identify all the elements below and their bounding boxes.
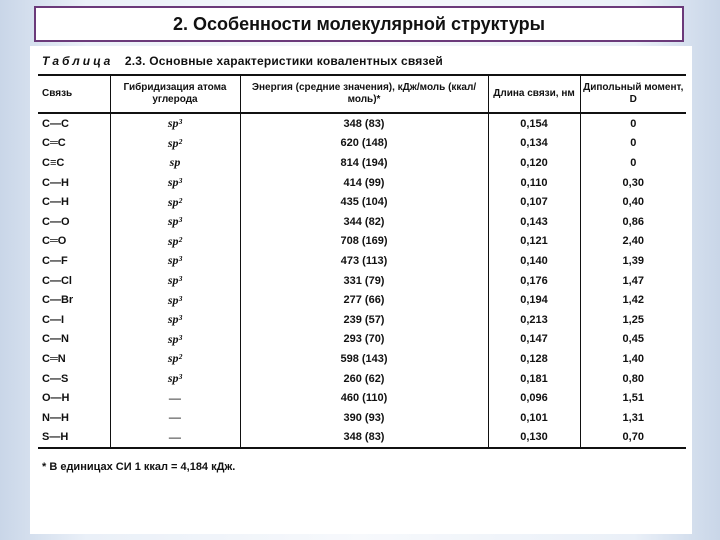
cell-bond: C—F xyxy=(42,254,68,267)
cell-length: 0,176 xyxy=(488,271,580,291)
table-footnote: * В единицах СИ 1 ккал = 4,184 кДж. xyxy=(42,461,236,474)
table-caption-text: 2.3. Основные характеристики ковалентных связей xyxy=(124,54,443,68)
cell-energy: 708 (169) xyxy=(240,232,488,252)
table-row xyxy=(38,271,686,291)
cell-bond: C—H xyxy=(42,176,69,189)
cell-energy: 260 (62) xyxy=(240,369,488,389)
cell-hybridization: sp² xyxy=(110,232,240,252)
cell-energy: 598 (143) xyxy=(240,349,488,369)
cell-length: 0,194 xyxy=(488,290,580,310)
cell-dipole: 1,25 xyxy=(580,310,686,330)
cell-hybridization: — xyxy=(110,408,240,428)
cell-dipole: 0,40 xyxy=(580,192,686,212)
table-row xyxy=(38,330,686,350)
header-dipole: Дипольный момент, D xyxy=(580,75,686,113)
cell-bond: C═N xyxy=(42,352,66,365)
table-row xyxy=(38,212,686,232)
cell-hybridization: sp³ xyxy=(110,330,240,350)
cell-length: 0,120 xyxy=(488,153,580,173)
table-row xyxy=(38,153,686,173)
header-hybridization: Гибридизация атома углерода xyxy=(110,75,240,113)
cell-bond: C═O xyxy=(42,235,67,248)
cell-hybridization: sp³ xyxy=(110,310,240,330)
scanned-table-sheet xyxy=(30,46,692,534)
cell-hybridization: — xyxy=(110,428,240,449)
bond-characteristics-table xyxy=(38,74,686,449)
cell-hybridization: sp xyxy=(110,153,240,173)
table-row xyxy=(38,369,686,389)
cell-dipole: 0,70 xyxy=(580,428,686,449)
cell-energy: 390 (93) xyxy=(240,408,488,428)
cell-bond: C—S xyxy=(42,372,69,385)
cell-length: 0,110 xyxy=(488,173,580,193)
header-bond: Связь xyxy=(38,75,110,113)
cell-hybridization: sp³ xyxy=(110,173,240,193)
cell-length: 0,181 xyxy=(488,369,580,389)
cell-energy: 460 (110) xyxy=(240,388,488,408)
table-row xyxy=(38,349,686,369)
table-row xyxy=(38,251,686,271)
cell-energy: 277 (66) xyxy=(240,290,488,310)
cell-hybridization: sp³ xyxy=(110,113,240,134)
cell-length: 0,128 xyxy=(488,349,580,369)
cell-length: 0,140 xyxy=(488,251,580,271)
cell-bond: C—I xyxy=(42,313,64,326)
table-row xyxy=(38,173,686,193)
cell-dipole: 0 xyxy=(580,113,686,134)
table-row xyxy=(38,388,686,408)
cell-hybridization: sp³ xyxy=(110,271,240,291)
cell-energy: 620 (148) xyxy=(240,134,488,154)
cell-dipole: 1,40 xyxy=(580,349,686,369)
cell-hybridization: sp³ xyxy=(110,290,240,310)
cell-energy: 348 (83) xyxy=(240,428,488,449)
cell-hybridization: sp² xyxy=(110,349,240,369)
cell-energy: 473 (113) xyxy=(240,251,488,271)
table-caption-label: Таблица xyxy=(42,54,114,68)
cell-dipole: 0,80 xyxy=(580,369,686,389)
cell-length: 0,107 xyxy=(488,192,580,212)
cell-energy: 293 (70) xyxy=(240,330,488,350)
cell-bond: O—H xyxy=(42,392,70,405)
cell-hybridization: sp² xyxy=(110,192,240,212)
cell-dipole: 0,86 xyxy=(580,212,686,232)
cell-hybridization: sp³ xyxy=(110,212,240,232)
cell-length: 0,101 xyxy=(488,408,580,428)
cell-hybridization: — xyxy=(110,388,240,408)
cell-dipole: 1,39 xyxy=(580,251,686,271)
cell-bond: S—H xyxy=(38,428,110,449)
table-row xyxy=(38,113,686,134)
table-caption xyxy=(42,54,684,68)
table-row xyxy=(38,192,686,212)
cell-dipole: 1,51 xyxy=(580,388,686,408)
cell-energy: 239 (57) xyxy=(240,310,488,330)
cell-energy: 435 (104) xyxy=(240,192,488,212)
table-row xyxy=(38,408,686,428)
cell-dipole: 1,31 xyxy=(580,408,686,428)
cell-bond: C═C xyxy=(42,137,66,150)
cell-energy: 348 (83) xyxy=(240,113,488,134)
cell-bond: C—Cl xyxy=(42,274,72,287)
cell-hybridization: sp² xyxy=(110,134,240,154)
cell-energy: 344 (82) xyxy=(240,212,488,232)
cell-dipole: 0,30 xyxy=(580,173,686,193)
cell-length: 0,134 xyxy=(488,134,580,154)
cell-dipole: 1,47 xyxy=(580,271,686,291)
slide-title: 2. Особенности молекулярной структуры xyxy=(34,6,684,42)
cell-hybridization: sp³ xyxy=(110,251,240,271)
cell-bond: C—N xyxy=(42,333,69,346)
cell-length: 0,154 xyxy=(488,113,580,134)
table-row xyxy=(38,232,686,252)
cell-length: 0,147 xyxy=(488,330,580,350)
cell-bond: C—C xyxy=(42,117,69,130)
cell-dipole: 0,45 xyxy=(580,330,686,350)
cell-length: 0,121 xyxy=(488,232,580,252)
table-row xyxy=(38,428,686,449)
cell-dipole: 0 xyxy=(580,153,686,173)
table-row xyxy=(38,290,686,310)
cell-energy: 414 (99) xyxy=(240,173,488,193)
header-length: Длина связи, нм xyxy=(488,75,580,113)
cell-bond: C—Br xyxy=(42,294,74,307)
cell-energy: 331 (79) xyxy=(240,271,488,291)
table-header-row xyxy=(38,75,686,113)
cell-length: 0,213 xyxy=(488,310,580,330)
cell-bond: C—O xyxy=(42,215,70,228)
cell-bond: C—H xyxy=(42,196,69,209)
header-energy: Энергия (средние значения), кДж/моль (ккал/моль)* xyxy=(240,75,488,113)
cell-hybridization: sp³ xyxy=(110,369,240,389)
cell-bond: N—H xyxy=(42,411,69,424)
cell-bond: C≡C xyxy=(42,156,65,169)
cell-energy: 814 (194) xyxy=(240,153,488,173)
cell-dipole: 2,40 xyxy=(580,232,686,252)
table-body xyxy=(38,113,686,448)
cell-dipole: 0 xyxy=(580,134,686,154)
cell-length: 0,130 xyxy=(488,428,580,449)
cell-dipole: 1,42 xyxy=(580,290,686,310)
cell-length: 0,096 xyxy=(488,388,580,408)
table-row xyxy=(38,134,686,154)
table-row xyxy=(38,310,686,330)
cell-length: 0,143 xyxy=(488,212,580,232)
